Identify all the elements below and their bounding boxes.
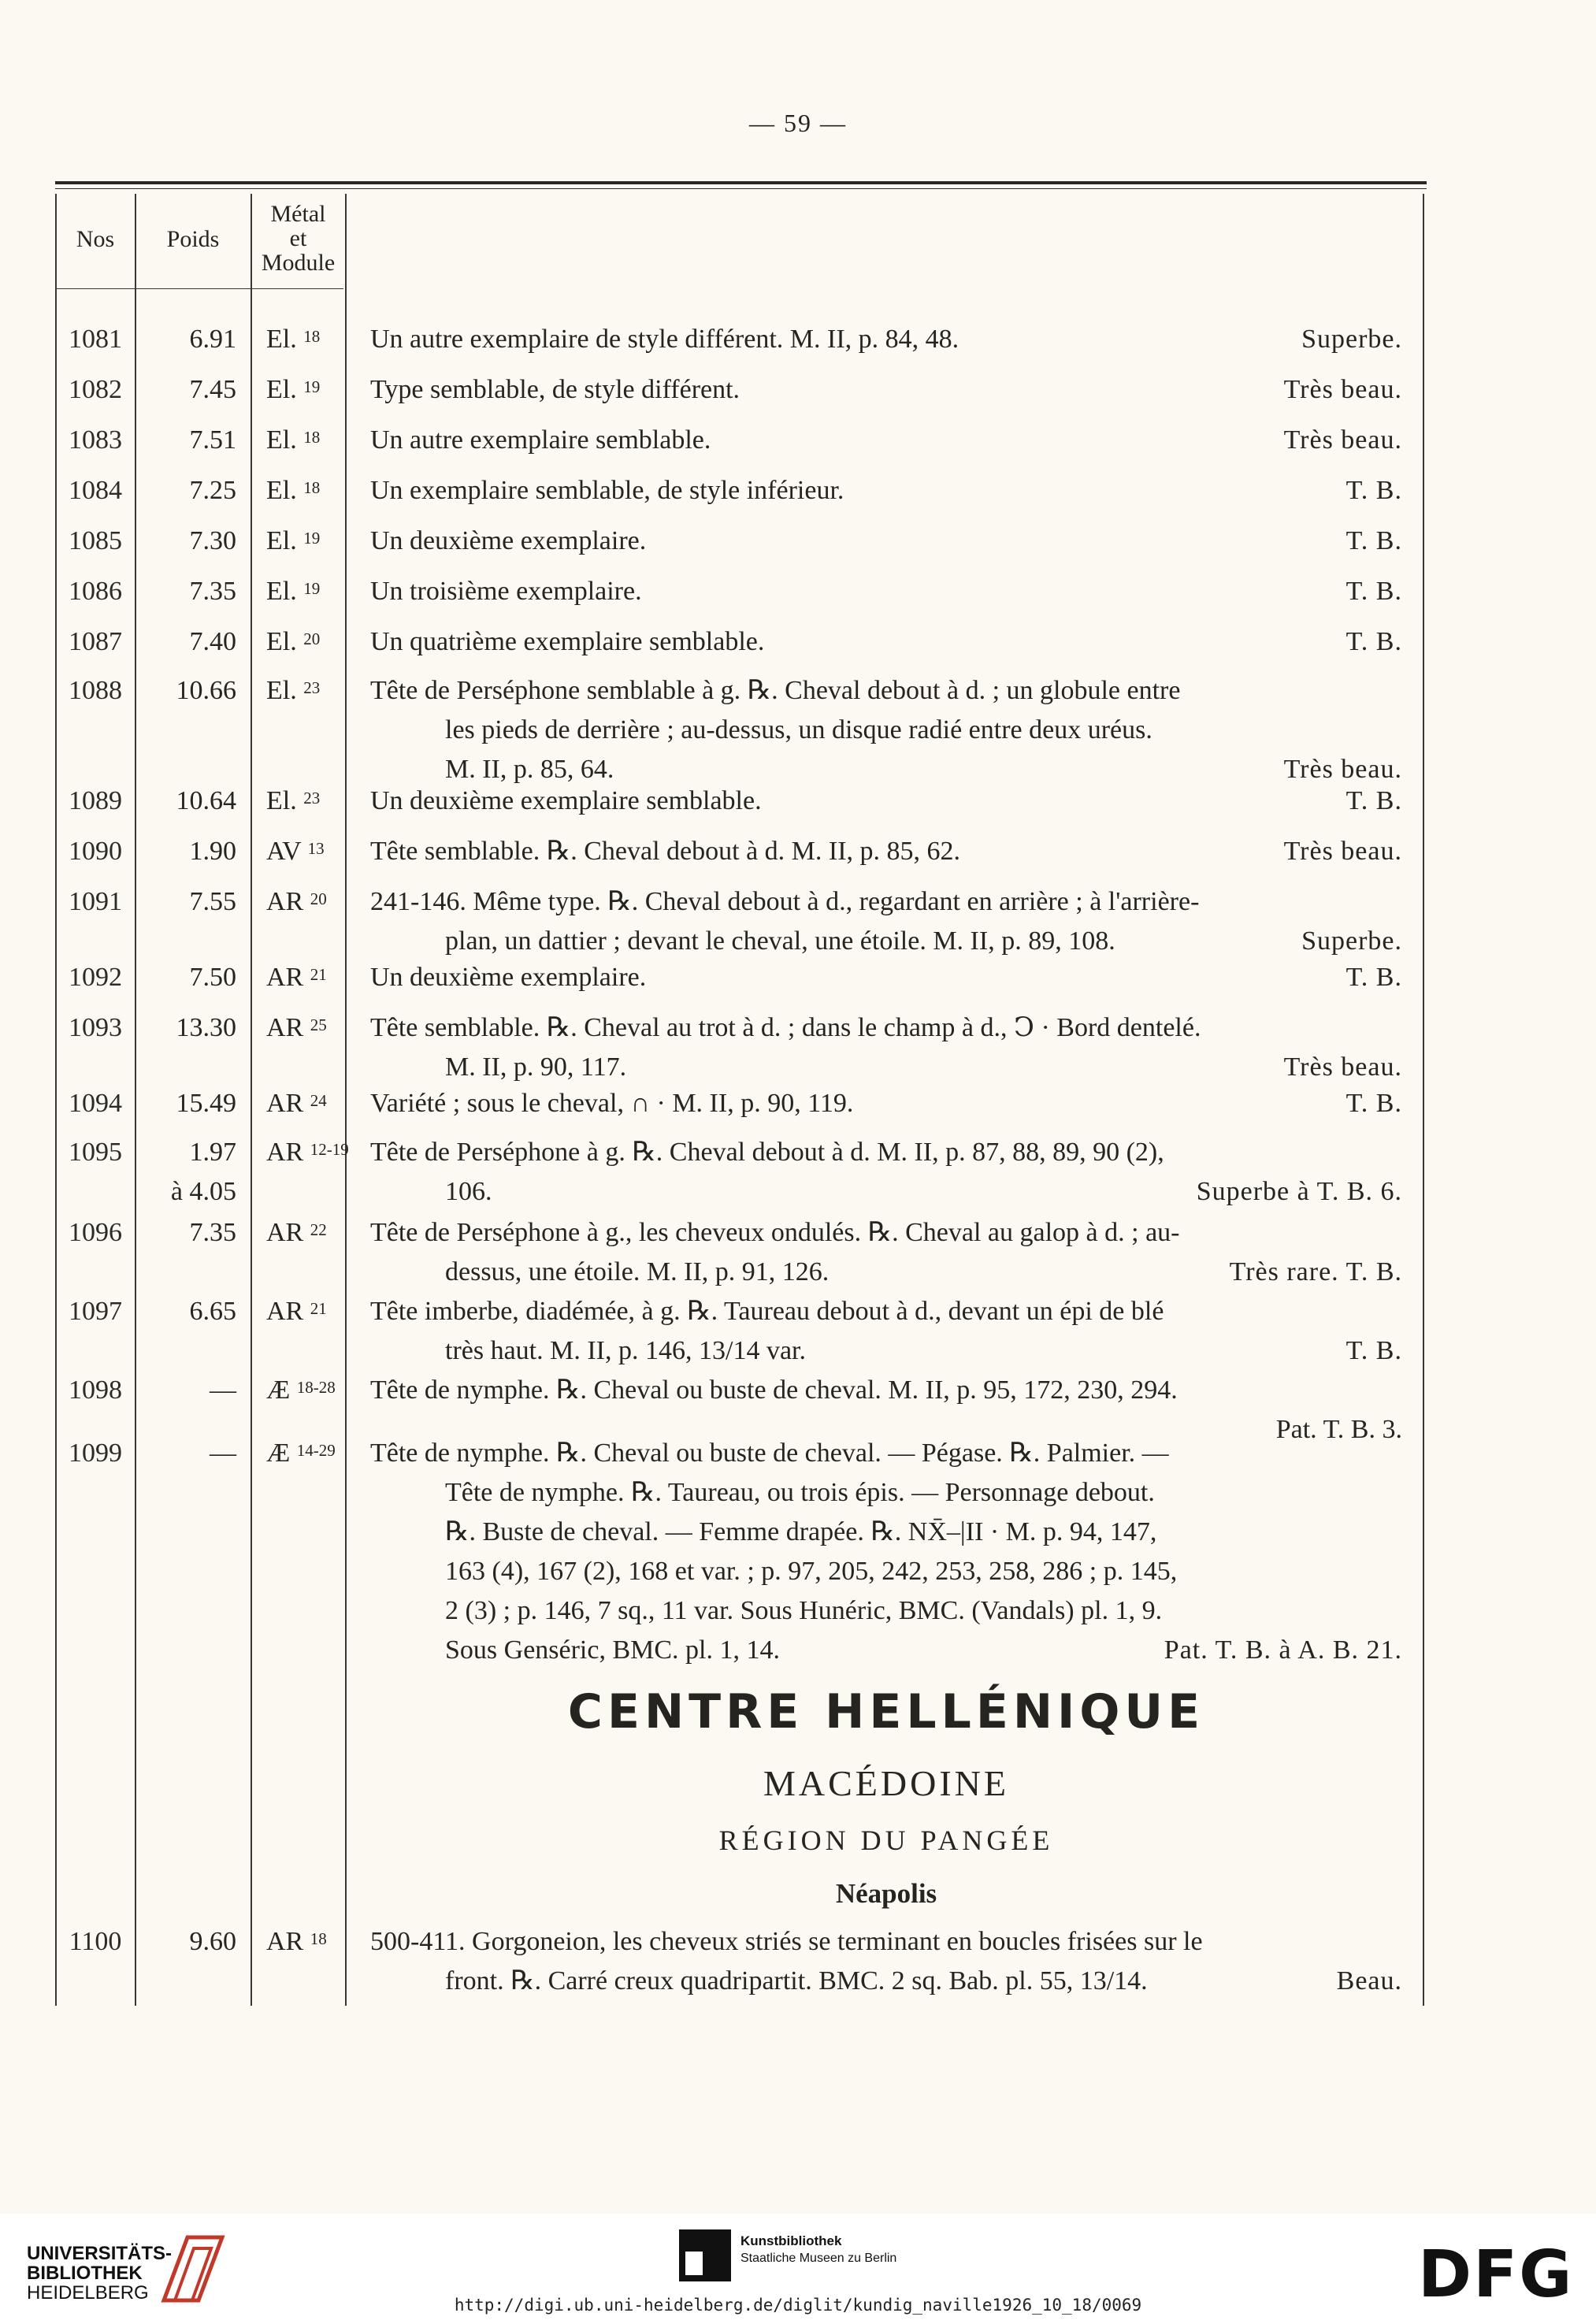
metal-value: AR <box>266 1138 310 1167</box>
weight-value: 13.30 <box>176 1013 236 1042</box>
kunstbibliothek-logo-icon <box>679 2229 731 2281</box>
row-number: 1098 <box>69 1375 122 1405</box>
row-number: 1093 <box>69 1013 122 1042</box>
row-weight <box>137 522 244 561</box>
description-line: 106. Superbe à T. B. 6. <box>370 1172 1402 1212</box>
description-line: plan, un dattier ; devant le cheval, une étoile. M. II, p. 89, 108. Superbe. <box>370 922 1402 961</box>
description-line: ℞. Buste de cheval. — Femme drapée. ℞. NX̄–|II · M. p. 94, 147, <box>445 1517 1157 1546</box>
subregion-title: RÉGION DU PANGÉE <box>718 1825 1054 1856</box>
module-value: 25 <box>310 1015 327 1034</box>
quality-label: Très beau. <box>1283 425 1402 455</box>
row-weight <box>137 471 244 510</box>
header-poids: Poids <box>166 226 220 252</box>
quality-label: Superbe. <box>1301 325 1402 354</box>
uni-line1: UNIVERSITÄTS- <box>27 2243 173 2264</box>
metal-value: El. <box>266 676 304 705</box>
weight-value: 6.91 <box>189 325 236 354</box>
row-description <box>370 1213 1402 1292</box>
row-metal-module <box>251 781 345 821</box>
row-metal-module <box>251 421 345 460</box>
row-description <box>370 1133 1402 1212</box>
description-line: Un exemplaire semblable, de style inférieur. T. B. <box>370 471 1402 510</box>
quality-label: Pat. T. B. 3. <box>1275 1415 1402 1444</box>
row-number: 1081 <box>69 325 122 354</box>
weight-value: 15.49 <box>176 1089 236 1118</box>
row-description <box>370 622 1402 662</box>
description-line: Un deuxième exemplaire. T. B. <box>370 522 1402 561</box>
row-weight <box>137 832 244 871</box>
weight-value: 7.50 <box>189 963 236 992</box>
description-line: très haut. M. II, p. 146, 13/14 var. T. B. <box>370 1331 1402 1371</box>
row-number: 1097 <box>69 1297 122 1326</box>
quality-label: Très rare. T. B. <box>1229 1257 1402 1286</box>
description-line: 163 (4), 167 (2), 168 et var. ; p. 97, 205, 242, 253, 258, 286 ; p. 145, <box>445 1557 1178 1586</box>
region-title: MACÉDOINE <box>763 1763 1009 1803</box>
module-value: 23 <box>303 789 321 807</box>
metal-value: AR <box>266 1089 310 1118</box>
description-line: M. II, p. 85, 64. Très beau. <box>370 750 1402 789</box>
metal-value: Æ <box>266 1375 297 1405</box>
row-description <box>370 882 1402 961</box>
description-line: Un troisième exemplaire. T. B. <box>370 572 1402 611</box>
row-description <box>370 1922 1402 2001</box>
metal-value: AR <box>266 1297 310 1326</box>
description-line: Un autre exemplaire de style différent. M. II, p. 84, 48. Superbe. <box>370 320 1402 359</box>
column-line-left <box>55 194 57 2006</box>
description-line: Variété ; sous le cheval, ∩ · M. II, p. 90, 119. T. B. <box>370 1084 1402 1123</box>
row-description <box>370 421 1402 460</box>
source-url[interactable]: http://digi.ub.uni-heidelberg.de/diglit/kundig_naville1926_10_18/0069 <box>454 2296 1142 2315</box>
quality-label: T. B. <box>1345 963 1402 992</box>
row-number: 1099 <box>69 1439 122 1468</box>
module-value: 21 <box>310 965 327 984</box>
metal-value: Æ <box>266 1439 297 1468</box>
module-value: 21 <box>310 1299 327 1318</box>
weight-value: 7.30 <box>189 526 236 555</box>
kb-line2: Staatliche Museen zu Berlin <box>740 2252 897 2265</box>
row-number: 1090 <box>69 837 122 866</box>
metal-value: AR <box>266 1218 310 1247</box>
row-description <box>370 671 1402 789</box>
metal-value: El. <box>266 375 304 404</box>
weight-value: 7.55 <box>189 887 236 916</box>
row-number: 1085 <box>69 526 122 555</box>
section-title: CENTRE HELLÉNIQUE <box>567 1684 1205 1739</box>
description-line: Un deuxième exemplaire semblable. T. B. <box>370 781 1402 821</box>
row-number: 1086 <box>69 577 122 606</box>
metal-value: El. <box>266 325 304 354</box>
row-metal-module <box>251 370 345 410</box>
dfg-logo: DFG <box>1418 2237 1574 2312</box>
module-value: 20 <box>310 889 327 908</box>
column-line-metal <box>345 194 347 2006</box>
row-metal-module <box>251 1292 345 1331</box>
module-value: 19 <box>303 529 321 548</box>
page-number: — 59 — <box>749 109 847 137</box>
weight-value: 7.45 <box>189 375 236 404</box>
kunstbibliothek-text <box>740 2233 896 2266</box>
header-metal-line1: Métal <box>270 201 326 227</box>
weight-value-range: à 4.05 <box>170 1177 236 1206</box>
row-description <box>370 781 1402 821</box>
weight-value: 1.97 <box>189 1138 236 1167</box>
header-metal-line2: et <box>289 225 307 251</box>
module-value: 14-29 <box>296 1441 336 1460</box>
module-value: 20 <box>303 629 321 648</box>
quality-label: Beau. <box>1336 1966 1402 1995</box>
description-line: Tête de Perséphone à g., les cheveux ondulés. ℞. Cheval au galop à d. ; au- <box>370 1218 1180 1247</box>
row-description <box>370 1008 1402 1087</box>
description-line: Tête semblable. ℞. Cheval au trot à d. ; dans le champ à d., Ↄ · Bord dentelé. <box>370 1013 1201 1042</box>
weight-value: 7.51 <box>189 425 236 455</box>
weight-value: 7.35 <box>189 1218 236 1247</box>
row-weight <box>137 370 244 410</box>
row-number: 1083 <box>69 425 122 455</box>
header-metal-line3: Module <box>261 250 336 276</box>
module-value: 18 <box>303 327 321 346</box>
row-description <box>370 522 1402 561</box>
row-description <box>370 1084 1402 1123</box>
row-metal-module <box>251 958 345 997</box>
city-title: Néapolis <box>835 1878 937 1909</box>
university-library-logo-icon <box>158 2231 228 2306</box>
quality-label: Pat. T. B. à A. B. 21. <box>1164 1635 1402 1665</box>
column-line-right <box>1423 194 1424 2006</box>
row-description <box>370 958 1402 997</box>
module-value: 19 <box>303 377 321 396</box>
description-line: Tête imberbe, diadémée, à g. ℞. Taureau debout à d., devant un épi de blé <box>370 1297 1164 1326</box>
row-number: 1089 <box>69 786 122 815</box>
row-metal-module <box>251 832 345 871</box>
module-value: 12-19 <box>310 1140 349 1159</box>
row-description <box>370 471 1402 510</box>
module-value: 18 <box>310 1929 327 1948</box>
row-metal-module <box>251 1213 345 1253</box>
description-line: Type semblable, de style différent. Très beau. <box>370 370 1402 410</box>
row-metal-module <box>251 622 345 662</box>
quality-label: T. B. <box>1345 577 1402 606</box>
description-line: Tête semblable. ℞. Cheval debout à d. M. II, p. 85, 62. Très beau. <box>370 832 1402 871</box>
module-value: 18 <box>303 428 321 447</box>
row-weight <box>137 1133 244 1212</box>
module-value: 22 <box>310 1220 327 1239</box>
row-weight <box>137 1371 244 1410</box>
quality-label: T. B. <box>1345 476 1402 505</box>
row-metal-module <box>251 671 345 711</box>
description-line: Tête de Perséphone semblable à g. ℞. Cheval debout à d. ; un globule entre <box>370 676 1181 705</box>
row-number: 1087 <box>69 627 122 656</box>
university-library-logo-text <box>27 2244 172 2303</box>
weight-value: 7.25 <box>189 476 236 505</box>
weight-value: — <box>210 1439 236 1468</box>
row-number: 1096 <box>69 1218 122 1247</box>
row-weight <box>137 1292 244 1331</box>
metal-value: AR <box>266 887 310 916</box>
module-value: 13 <box>307 839 325 858</box>
row-metal-module <box>251 320 345 359</box>
kb-line1: Kunstbibliothek <box>740 2233 842 2248</box>
row-weight <box>137 958 244 997</box>
row-description <box>370 1434 1402 1670</box>
row-number: 1100 <box>69 1927 122 1956</box>
description-line: Un deuxième exemplaire. T. B. <box>370 958 1402 997</box>
row-number: 1084 <box>69 476 122 505</box>
row-description <box>370 370 1402 410</box>
column-line-no <box>135 194 136 2006</box>
row-metal-module <box>251 1084 345 1123</box>
quality-label: T. B. <box>1345 627 1402 656</box>
description-line: dessus, une étoile. M. II, p. 91, 126. Très rare. T. B. <box>370 1253 1402 1292</box>
weight-value: 9.60 <box>189 1927 236 1956</box>
header-metal <box>252 202 344 275</box>
row-metal-module <box>251 882 345 922</box>
module-value: 23 <box>303 678 321 697</box>
metal-value: El. <box>266 425 304 455</box>
row-weight <box>137 1084 244 1123</box>
row-number: 1082 <box>69 375 122 404</box>
description-line: 2 (3) ; p. 146, 7 sq., 11 var. Sous Hunéric, BMC. (Vandals) pl. 1, 9. <box>445 1596 1163 1625</box>
quality-label: Très beau. <box>1283 1052 1402 1082</box>
row-metal-module <box>251 1434 345 1473</box>
weight-value: 7.40 <box>189 627 236 656</box>
metal-value: AR <box>266 1927 310 1956</box>
row-weight <box>137 1434 244 1473</box>
module-value: 18-28 <box>296 1378 336 1397</box>
quality-label: Très beau. <box>1283 837 1402 866</box>
module-value: 18 <box>303 478 321 497</box>
weight-value: 7.35 <box>189 577 236 606</box>
row-metal-module <box>251 1922 345 1962</box>
row-number: 1095 <box>69 1138 122 1167</box>
uni-line3: HEIDELBERG <box>27 2282 149 2304</box>
row-weight <box>137 671 244 711</box>
metal-value: El. <box>266 476 304 505</box>
header-rule <box>57 288 343 289</box>
row-metal-module <box>251 471 345 510</box>
row-weight <box>137 1213 244 1253</box>
metal-value: AR <box>266 1013 310 1042</box>
metal-value: El. <box>266 526 304 555</box>
row-number: 1092 <box>69 963 122 992</box>
metal-value: AR <box>266 963 310 992</box>
quality-label: Très beau. <box>1283 375 1402 404</box>
uni-line2: BIBLIOTHEK <box>27 2263 143 2284</box>
row-description <box>370 320 1402 359</box>
description-line: Un quatrième exemplaire semblable. T. B. <box>370 622 1402 662</box>
description-line: Tête de Perséphone à g. ℞. Cheval debout à d. M. II, p. 87, 88, 89, 90 (2), <box>370 1138 1164 1167</box>
metal-value: El. <box>266 786 304 815</box>
row-description <box>370 1292 1402 1371</box>
row-metal-module <box>251 572 345 611</box>
metal-value: El. <box>266 627 304 656</box>
description-line: M. II, p. 90, 117. Très beau. <box>370 1048 1402 1087</box>
quality-label: Superbe. <box>1301 926 1402 956</box>
weight-value: 6.65 <box>189 1297 236 1326</box>
row-number: 1094 <box>69 1089 122 1118</box>
row-metal-module <box>251 522 345 561</box>
metal-value: El. <box>266 577 304 606</box>
quality-label: T. B. <box>1345 526 1402 555</box>
row-metal-module <box>251 1008 345 1048</box>
quality-label: T. B. <box>1345 1089 1402 1118</box>
description-line: Tête de nymphe. ℞. Cheval ou buste de cheval. — Pégase. ℞. Palmier. — <box>370 1439 1169 1468</box>
row-weight <box>137 622 244 662</box>
description-line: 241-146. Même type. ℞. Cheval debout à d., regardant en arrière ; à l'arrière- <box>370 887 1200 916</box>
description-line: Tête de nymphe. ℞. Taureau, ou trois épis. — Personnage debout. <box>445 1478 1155 1507</box>
row-metal-module <box>251 1371 345 1410</box>
weight-value: 10.64 <box>176 786 236 815</box>
weight-value: — <box>210 1375 236 1405</box>
row-description <box>370 832 1402 871</box>
row-weight <box>137 421 244 460</box>
quality-label: Superbe à T. B. 6. <box>1196 1177 1402 1206</box>
row-metal-module <box>251 1133 349 1172</box>
row-number: 1091 <box>69 887 122 916</box>
row-description <box>370 572 1402 611</box>
weight-value: 1.90 <box>189 837 236 866</box>
quality-label: T. B. <box>1345 786 1402 815</box>
weight-value: 10.66 <box>176 676 236 705</box>
description-line: les pieds de derrière ; au-dessus, un disque radié entre deux uréus. <box>445 715 1152 744</box>
description-line: Tête de nymphe. ℞. Cheval ou buste de cheval. M. II, p. 95, 172, 230, 294. <box>370 1375 1178 1405</box>
description-line: 500-411. Gorgoneion, les cheveux striés se terminant en boucles frisées sur le <box>370 1927 1203 1956</box>
module-value: 19 <box>303 579 321 598</box>
table-top-rule <box>55 181 1427 184</box>
row-weight <box>137 572 244 611</box>
quality-label: Très beau. <box>1283 755 1402 784</box>
description-line: front. ℞. Carré creux quadripartit. BMC. 2 sq. Bab. pl. 55, 13/14. Beau. <box>370 1962 1402 2001</box>
description-line: Sous Genséric, BMC. pl. 1, 14. Pat. T. B. à A. B. 21. <box>370 1631 1402 1670</box>
description-line: Un autre exemplaire semblable. Très beau. <box>370 421 1402 460</box>
row-weight <box>137 1922 244 1962</box>
row-weight <box>137 781 244 821</box>
header-no: Nos <box>76 226 115 252</box>
table-top-rule-thin <box>55 188 1427 189</box>
module-value: 24 <box>310 1091 327 1110</box>
row-weight <box>137 320 244 359</box>
row-number: 1088 <box>69 676 122 705</box>
metal-value: AV <box>266 837 308 866</box>
quality-label: T. B. <box>1345 1336 1402 1365</box>
row-weight <box>137 1008 244 1048</box>
row-weight <box>137 882 244 922</box>
